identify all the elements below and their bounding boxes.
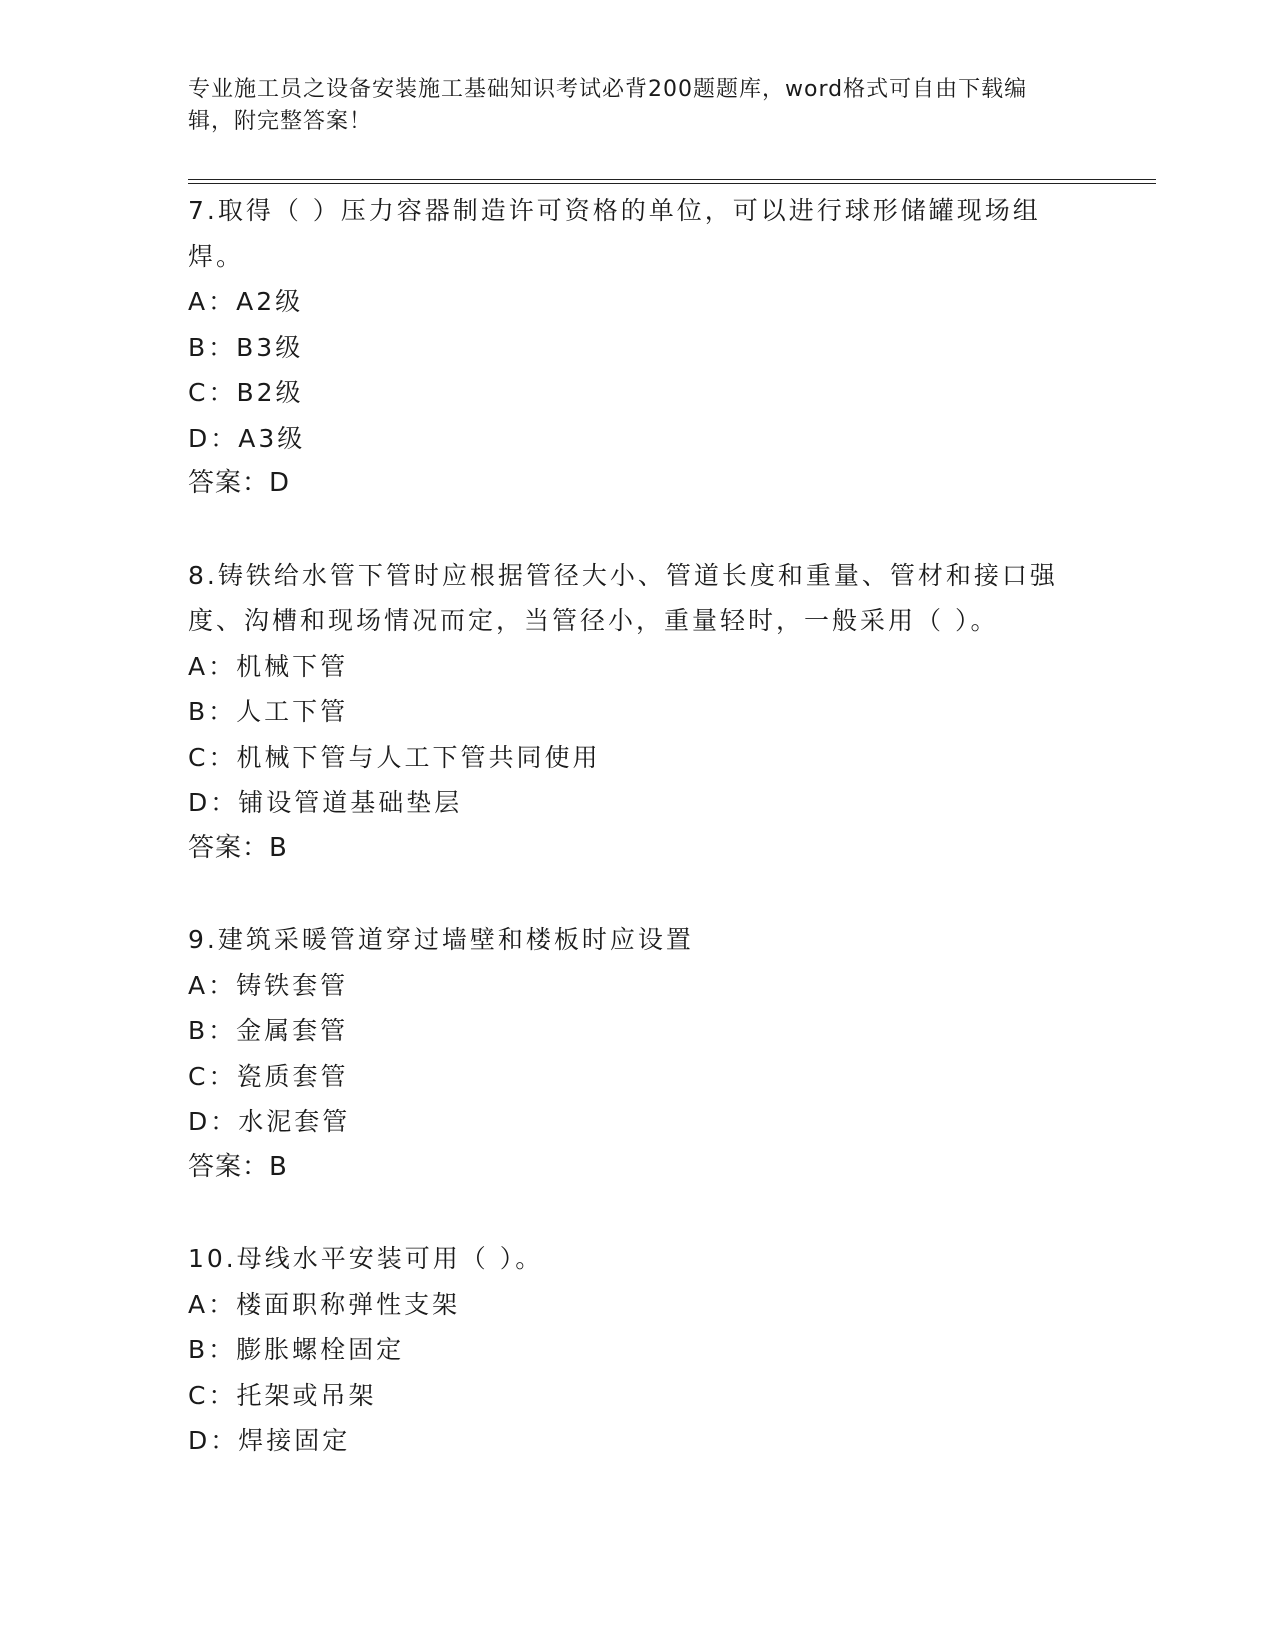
option-b: B：人工下管 — [188, 697, 349, 726]
question-text: 9.建筑采暖管道穿过墙壁和楼板时应设置 — [188, 925, 694, 954]
option-b: B：金属套管 — [188, 1016, 349, 1045]
question-text: 10.母线水平安装可用（ ）。 — [188, 1244, 544, 1273]
question-item — [188, 1236, 1088, 1464]
question-text: 8.铸铁给水管下管时应根据管径大小、管道长度和重量、管材和接口强度、沟槽和现场情况而定，当管径小，重量轻时，一般采用（ ）。 — [188, 560, 1058, 635]
header-divider-line — [188, 183, 1156, 184]
option-c: C：瓷质套管 — [188, 1061, 349, 1091]
option-c: C：机械下管与人工下管共同使用 — [188, 742, 601, 772]
question-item — [188, 553, 1088, 872]
option-a: A：A2级 — [188, 287, 304, 316]
document-header: 专业施工员之设备安装施工基础知识考试必背200题题库，word格式可自由下载编辑，附完整答案！ — [188, 77, 1028, 134]
question-item — [188, 917, 1088, 1190]
option-b: B：B3级 — [188, 332, 304, 362]
option-a: A：机械下管 — [188, 651, 349, 681]
option-c: C：托架或吊架 — [188, 1380, 377, 1410]
option-a: A：铸铁套管 — [188, 970, 349, 1000]
option-d: D：A3级 — [188, 423, 306, 453]
question-item — [188, 188, 1088, 507]
option-d: D：水泥套管 — [188, 1107, 351, 1136]
option-b: B：膨胀螺栓固定 — [188, 1335, 405, 1364]
option-a: A：楼面职称弹性支架 — [188, 1289, 461, 1319]
answer-line: 答案：B — [188, 832, 288, 863]
answer-line: 答案：B — [188, 1151, 288, 1182]
question-text: 7.取得（ ）压力容器制造许可资格的单位，可以进行球形储罐现场组焊。 — [188, 196, 1041, 271]
header-divider-line — [188, 179, 1156, 180]
option-d: D：焊接固定 — [188, 1426, 351, 1455]
answer-line: 答案：D — [188, 468, 291, 498]
option-c: C：B2级 — [188, 378, 304, 407]
question-list — [188, 188, 1088, 1510]
option-d: D：铺设管道基础垫层 — [188, 788, 463, 817]
